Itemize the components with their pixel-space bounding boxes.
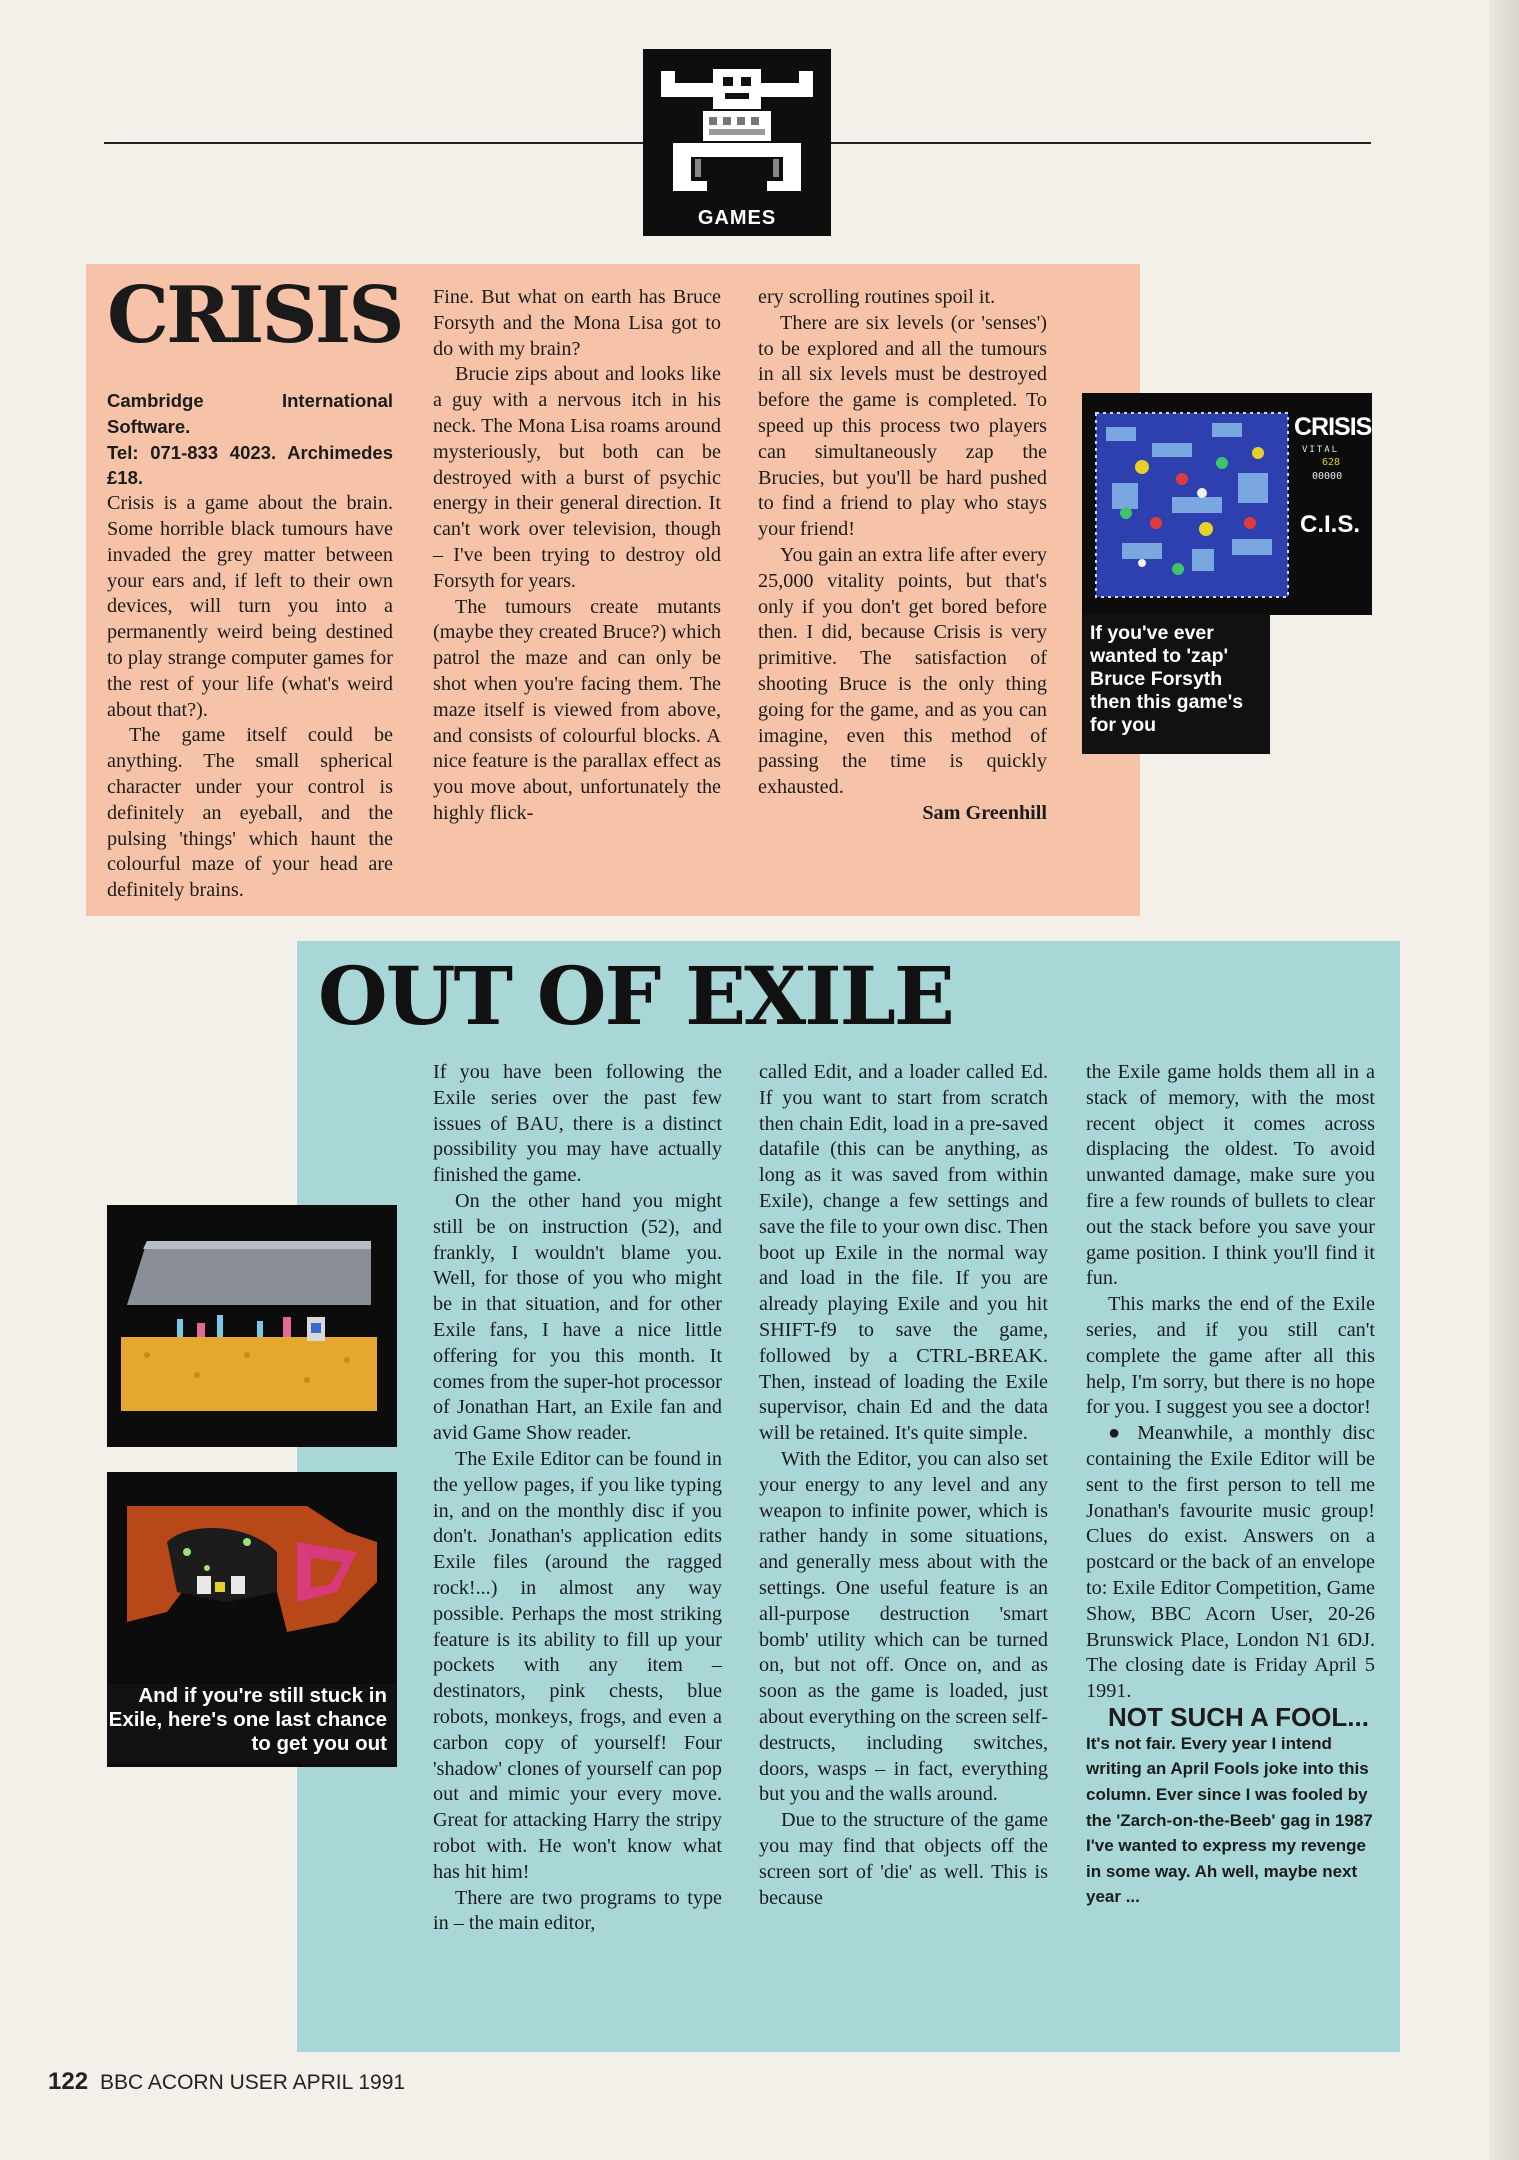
publication-name: BBC ACORN USER APRIL 1991 [100, 2071, 406, 2094]
paragraph: There are six levels (or 'senses') to be explored and all the tumours in all six levels must be destroyed before the game is completed. To speed up this process two players can simultaneously zap the Brucies, but you'll be hard pushed to find a friend to play who stays your friend! [758, 311, 1047, 541]
paragraph: Fine. But what on earth has Bruce Forsyth and the Mona Lisa got to do with my brain? [433, 286, 721, 360]
paragraph: ● Meanwhile, a monthly disc containing the Exile Editor will be sent to the first person to tell me Jonathan's favourite music group! Clues do exist. Answers on a postcard or the back of an envelope to: Exile Editor Competition, Game Show, BBC Acorn User, 20-26 Brunswick Place, London N1 6DJ. The closing date is Friday April 5 1991. [1086, 1422, 1375, 1703]
exile-cavern-image-2 [107, 1472, 397, 1668]
crisis-byline: Sam Greenhill [922, 801, 1047, 824]
paragraph: If you have been following the Exile series over the past few issues of BAU, there is a distinct possibility you may have actually finished the game. [433, 1061, 722, 1187]
robot-icon [643, 49, 831, 209]
crisis-publisher: Cambridge International Software. [107, 390, 393, 437]
paragraph: With the Editor, you can also set your energy to any level and any weapon to infinite power, which is rather handy in some situations, and generally mess about with the settings. One useful feature is an all-purpose destruction 'smart bomb' utility which can be turned on, but not off. Once on, and as soon as the game is loaded, just about everything on the screen self-destructs, including switches, doors, wasps – in fact, everything but you and the walls around. [759, 1447, 1048, 1806]
crisis-column-1 [107, 388, 393, 904]
paragraph: The Exile Editor can be found in the yellow pages, if you like typing in, and on the monthly disc if you don't. Jonathan's application edits Exile files (around the ragged rock!...) in almost any way possible. Perhaps the most striking feature is its ability to fill up your pockets with any item – destinators, pink chests, blue robots, monkeys, frogs, and even a carbon copy of yourself! Four 'shadow' clones of yourself can pop out and mimic your every move. Great for attacking Harry the stripy robot with. He won't know what has hit him! [433, 1447, 722, 1883]
exile-column-3 [1086, 1060, 1375, 1910]
crisis-logo-text: CRISIS [1294, 413, 1372, 441]
page-number: 122 [48, 2068, 89, 2095]
crisis-hud-score: 00000 [1312, 471, 1343, 482]
games-section-badge [643, 49, 831, 236]
crisis-title: CRISIS [107, 270, 402, 361]
header-rule-left [104, 142, 644, 144]
exile-column-1 [433, 1060, 722, 1937]
crisis-caption: If you've ever wanted to 'zap' Bruce Forsyth then this game's for you [1082, 614, 1270, 754]
paragraph: The game itself could be anything. The small spherical character under your control is definitely an eyeball, and the pulsing 'things' which haunt the colourful maze of your head are definitely brains. [107, 724, 393, 902]
page-edge-shadow [1489, 0, 1519, 2160]
crisis-column-2 [433, 285, 721, 827]
crisis-hud-label: VITAL [1302, 445, 1340, 455]
exile-screenshot-1 [107, 1205, 397, 1447]
paragraph: called Edit, and a loader called Ed. If you want to start from scratch then chain Edit, load in a pre-saved datafile (this can be anything, as long as it was saved from within Exile), change a few settings and save the file to your own disc. Then boot up Exile in the normal way and load in the file. If you are already playing Exile and you hit SHIFT-f9 to save the game, followed by a CTRL-BREAK. Then, instead of loading the Exile supervisor, chain Ed and the data will be retained. It's quite simple. [759, 1061, 1048, 1445]
paragraph: the Exile game holds them all in a stack of memory, with the most recent object it comes across displacing the oldest. To avoid unwanted damage, make sure you fire a few rounds of bullets to clear out the stack before you save your game position. I think you'll find it fun. [1086, 1061, 1375, 1290]
exile-column-2 [759, 1060, 1048, 1911]
sidebar-heading: NOT SUCH A FOOL... [1108, 1701, 1369, 1732]
paragraph: You gain an extra life after every 25,000 vitality points, but that's only if you don't get bored before then. I did, because Crisis is very primitive. The satisfaction of shooting Bruce is the only thing going for the game, and as you can imagine, even this method of passing the time is quickly exhausted. [758, 543, 1047, 799]
exile-caption: And if you're still stuck in Exile, here's one last chance to get you out [107, 1684, 397, 1764]
page-footer [48, 2068, 405, 2096]
exile-title: OUT OF EXILE [318, 949, 953, 1043]
paragraph: The tumours create mutants (maybe they created Bruce?) which patrol the maze and can only be shot when you're facing them. The maze itself is viewed from above, and consists of colourful blocks. A nice feature is the parallax effect as you move about, unfortunately the highly flick- [433, 595, 721, 824]
section-label: GAMES [697, 207, 777, 229]
paragraph: ery scrolling routines spoil it. [758, 286, 996, 308]
paragraph: Crisis is a game about the brain. Some horrible black tumours have invaded the grey matter between your ears and, if left to their own devices, will turn you into a permanently weird being destined to play strange computer games for the rest of your life (what's weird about that?). [107, 492, 393, 721]
paragraph: On the other hand you might still be on instruction (52), and frankly, I wouldn't blame you. Well, for those of you who might be in that situation, and for other Exile fans, I have a nice little offering for you this month. It comes from the super-hot processor of Jonathan Hart, an Exile fan and avid Game Show reader. [433, 1189, 722, 1445]
paragraph: Brucie zips about and looks like a guy with a nervous itch in his neck. The Mona Lisa roams around mysteriously, but both can be destroyed with a burst of psychic energy in their general direction. It can't work over television, though – I've been trying to destroy old Forsyth for years. [433, 363, 721, 592]
crisis-column-3 [758, 285, 1047, 827]
header-rule-right [831, 142, 1371, 144]
sidebar-text: It's not fair. Every year I intend writing an April Fools joke into this column. Ever since I was fooled by the 'Zarch-on-the-Beeb' gag in 1987 I've wanted to express my revenge in some way. Ah well, maybe next year ... [1086, 1733, 1373, 1907]
crisis-screenshot [1082, 393, 1372, 615]
paragraph: There are two programs to type in – the main editor, [433, 1886, 722, 1935]
paragraph: Due to the structure of the game you may find that objects off the screen sort of 'die' as well. This is because [759, 1809, 1048, 1909]
crisis-brand-text: C.I.S. [1300, 511, 1361, 538]
paragraph: This marks the end of the Exile series, and if you still can't complete the game after all this help, I'm sorry, but there is no hope for you. I suggest you see a doctor! [1086, 1293, 1375, 1419]
crisis-contact: Tel: 071-833 4023. Archimedes £18. [107, 441, 393, 489]
crisis-hud-vitality: 628 [1322, 457, 1341, 468]
exile-cavern-image-1 [107, 1205, 397, 1447]
